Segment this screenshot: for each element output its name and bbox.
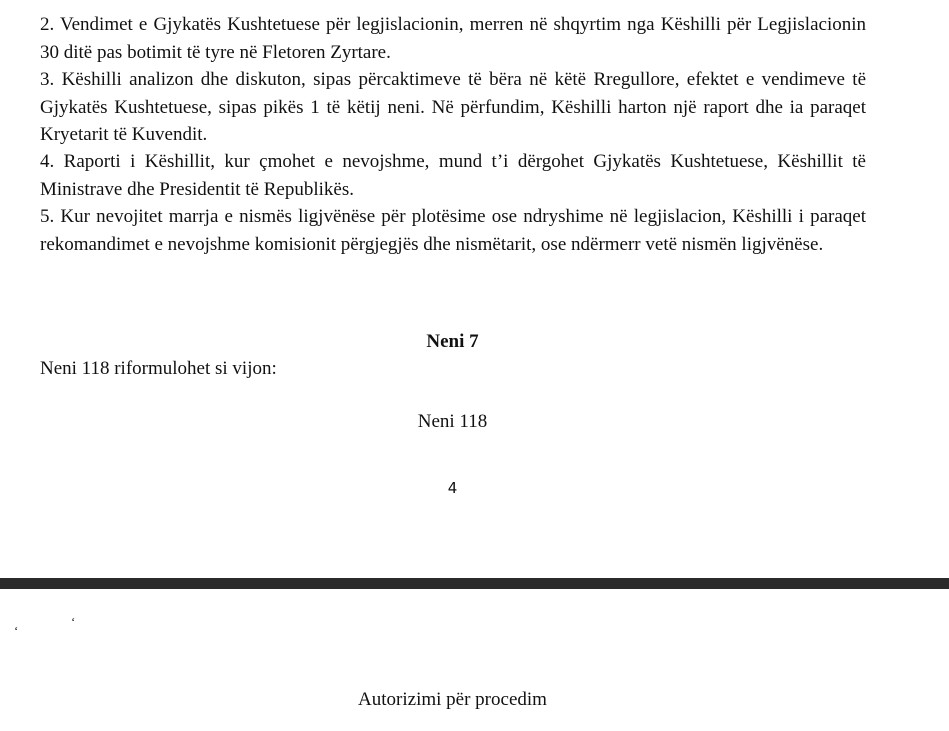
paragraph-2: 2. Vendimet e Gjykatës Kushtetuese për legjislacionin, merren në shqyrtim nga Këshilli për Legjislacionin 30 ditë pas botimit të tyre në Fletoren Zyrtare. [40,14,866,63]
page-separator [0,578,949,589]
next-page-heading: Autorizimi për procedim [358,689,547,710]
article-intro: Neni 118 riformulohet si vijon: [40,358,277,379]
article-heading: Neni 7 [426,331,479,352]
paragraph-4: 4. Raporti i Këshillit, kur çmohet e nevojshme, mund t’i dërgohet Gjykatës Kushtetuese, Këshillit të Ministrave dhe Presidentit të Republikës. [40,151,866,200]
article-sub-heading: Neni 118 [417,411,488,432]
page-number: 4 [447,479,458,497]
scan-mark: ‘ [14,623,19,638]
scan-mark: ‘ [71,614,76,629]
paragraph-5: 5. Kur nevojitet marrja e nismës ligjvënëse për plotësime ose ndryshime në legjislacion, Këshilli i paraqet rekomandimet e nevojshme komisionit përgjegjës dhe nismëtarit, ose ndërmerr vetë nismën ligjvënëse. [40,206,866,255]
paragraph-3: 3. Këshilli analizon dhe diskuton, sipas përcaktimeve të bëra në këtë Rregullore, efektet e vendimeve të Gjykatës Kushtetuese, sipas pikës 1 të këtij neni. Në përfundim, Këshilli harton një raport dhe ia paraqet Kryetarit të Kuvendit. [40,69,866,145]
